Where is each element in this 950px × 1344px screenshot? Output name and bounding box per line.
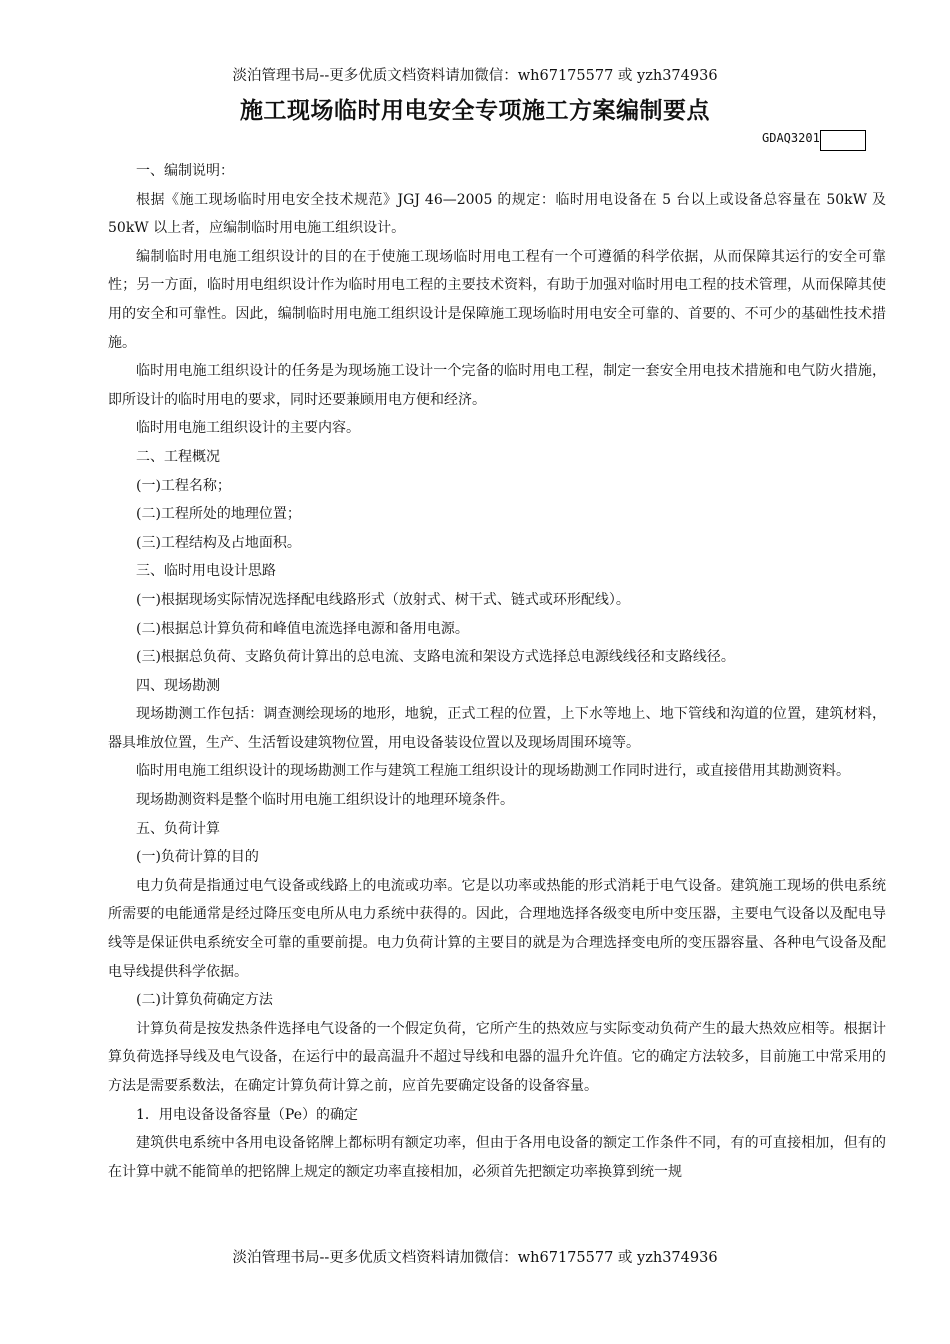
numbered-heading: 1．用电设备设备容量（Pe）的确定	[136, 1106, 358, 1123]
header-watermark-note: 淡泊管理书局--更多优质文档资料请加微信：wh67175577 或 yzh374936	[232, 68, 718, 84]
paragraph: 现场勘测工作包括：调查测绘现场的地形，地貌，正式工程的位置，上下水等地上、地下管线和沟道的位置，建筑材料，器具堆放位置，生产、生活暂设建筑物位置，用电设备装设位置以及现场周围环境等。	[108, 706, 886, 751]
list-item: (一)工程名称；	[136, 477, 231, 494]
section-heading-4: 四、现场勘测	[136, 677, 220, 694]
section-heading-3: 三、临时用电设计思路	[136, 563, 276, 580]
section-heading-1: 一、编制说明：	[136, 163, 234, 179]
document-title: 施工现场临时用电安全专项施工方案编制要点	[240, 98, 710, 124]
paragraph: 计算负荷是按发热条件选择电气设备的一个假定负荷，它所产生的热效应与实际变动负荷产生的最大热效应相等。根据计算负荷选择导线及电气设备，在运行中的最高温升不超过导线和电器的温升允许值。它的确定方法较多，目前施工中常采用的方法是需要系数法，在确定计算负荷计算之前，应首先要确定设备的设备容量。	[108, 1020, 886, 1094]
paragraph: 编制临时用电施工组织设计的目的在于使施工现场临时用电工程有一个可遵循的科学依据，从而保障其运行的安全可靠性；另一方面，临时用电组织设计作为临时用电工程的主要技术资料，有助于加强对临时用电工程的技术管理，从而保障其使用的安全和可靠性。因此，编制临时用电施工组织设计是保障施工现场临时用电安全可靠的、首要的、不可少的基础性技术措施。	[108, 248, 886, 351]
paragraph: 根据《施工现场临时用电安全技术规范》JGJ 46—2005 的规定：临时用电设备在 5 台以上或设备总容量在 50kW 及 50kW 以上者，应编制临时用电施工组织设计。	[108, 191, 886, 237]
document-code-box	[820, 130, 866, 151]
section-heading-2: 二、工程概况	[136, 448, 220, 465]
paragraph: 临时用电施工组织设计的任务是为现场施工设计一个完备的临时用电工程，制定一套安全用电技术措施和电气防火措施，即所设计的临时用电的要求，同时还要兼顾用电方便和经济。	[108, 363, 886, 408]
document-code: GDAQ3201	[762, 131, 820, 145]
paragraph: 建筑供电系统中各用电设备铭牌上都标明有额定功率，但由于各用电设备的额定工作条件不同，有的可直接相加，但有的在计算中就不能简单的把铭牌上规定的额定功率直接相加，必须首先把额定功率换算到统一规	[108, 1135, 886, 1180]
document-body	[108, 157, 886, 1186]
list-item: (一)根据现场实际情况选择配电线路形式（放射式、树干式、链式或环形配线）。	[136, 591, 630, 608]
paragraph: 现场勘测资料是整个临时用电施工组织设计的地理环境条件。	[136, 792, 514, 809]
section-heading-5: 五、负荷计算	[136, 820, 220, 837]
subsection-heading: (一)负荷计算的目的	[136, 849, 259, 866]
list-item: (二)根据总计算负荷和峰值电流选择电源和备用电源。	[136, 620, 469, 637]
list-item: (三)根据总负荷、支路负荷计算出的总电流、支路电流和架设方式选择总电源线线径和支路线径。	[136, 649, 735, 666]
list-item: (三)工程结构及占地面积。	[136, 534, 301, 551]
paragraph: 电力负荷是指通过电气设备或线路上的电流或功率。它是以功率或热能的形式消耗于电气设备。建筑施工现场的供电系统所需要的电能通常是经过降压变电所从电力系统中获得的。因此，合理地选择各级变电所中变压器，主要电气设备以及配电导线等是保证供电系统安全可靠的重要前提。电力负荷计算的主要目的就是为合理选择变电所的变压器容量、各种电气设备及配电导线提供科学依据。	[108, 877, 886, 980]
paragraph: 临时用电施工组织设计的现场勘测工作与建筑工程施工组织设计的现场勘测工作同时进行，或直接借用其勘测资料。	[136, 763, 850, 780]
paragraph: 临时用电施工组织设计的主要内容。	[136, 420, 360, 437]
subsection-heading: (二)计算负荷确定方法	[136, 992, 273, 1009]
footer-watermark-note: 淡泊管理书局--更多优质文档资料请加微信：wh67175577 或 yzh374936	[232, 1250, 718, 1266]
list-item: (二)工程所处的地理位置；	[136, 506, 301, 523]
